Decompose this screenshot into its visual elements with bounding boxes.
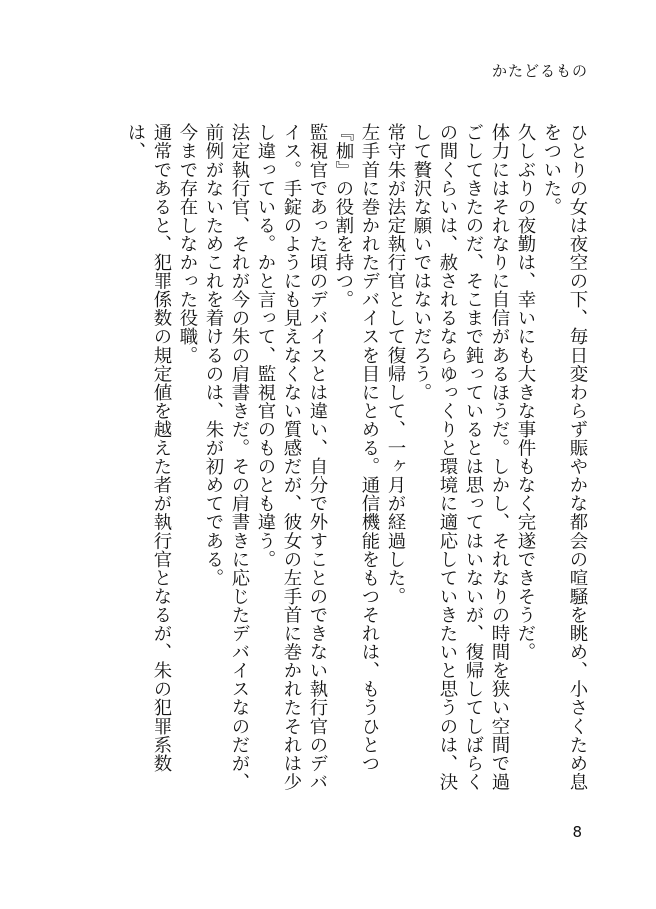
paragraph: 体力にはそれなりに自信があるほうだ。しかし、それなりの時間を狭い空間で過ごしてきたのだ、そこまで鈍っているとは思ってはいないが、復帰してしばらくの間くらいは、赦されるならゆっくりと環境に適応していきたいと思うのは、決して贅沢な願いではないだろう。: [411, 123, 510, 791]
paragraph: 通常であると、犯罪係数の規定値を越えた者が執行官となるが、朱の犯罪系数は、: [125, 123, 172, 773]
paragraph: 監視官であった頃のデバイスとは違い、自分で外すことのできない執行官のデバイス。手錠のようにも見えなくない質感だが、彼女の左手首に巻かれたそれは少し違っている。かと言って、監視官のものとも違う。: [255, 123, 328, 791]
paragraph: 左手首に巻かれたデバイスを目にとめる。通信機能をもつそれは、もうひとつ『枷』の役割を持つ。: [333, 123, 380, 773]
paragraph: 法定執行官、それが今の朱の肩書きだ。その肩書きに応じたデバイスなのだが、前例がないためこれを着けるのは、朱が初めてである。: [203, 123, 250, 791]
page-number: 8: [572, 823, 582, 841]
paragraph: 常守朱が法定執行官として復帰して、一ヶ月が経過した。: [385, 123, 406, 606]
paragraph: 久しぶりの夜勤は、幸いにも大きな事件もなく完遂できそうだ。: [515, 123, 536, 661]
paragraph: ひとりの女は夜空の下、毎日変わらず賑やかな都会の喧騒を眺め、小さくため息をついた。: [541, 123, 588, 791]
running-head: かたどるもの: [491, 62, 588, 80]
body-text: [100, 123, 590, 805]
paragraph: 今まで存在しなかった役職。: [177, 123, 198, 365]
